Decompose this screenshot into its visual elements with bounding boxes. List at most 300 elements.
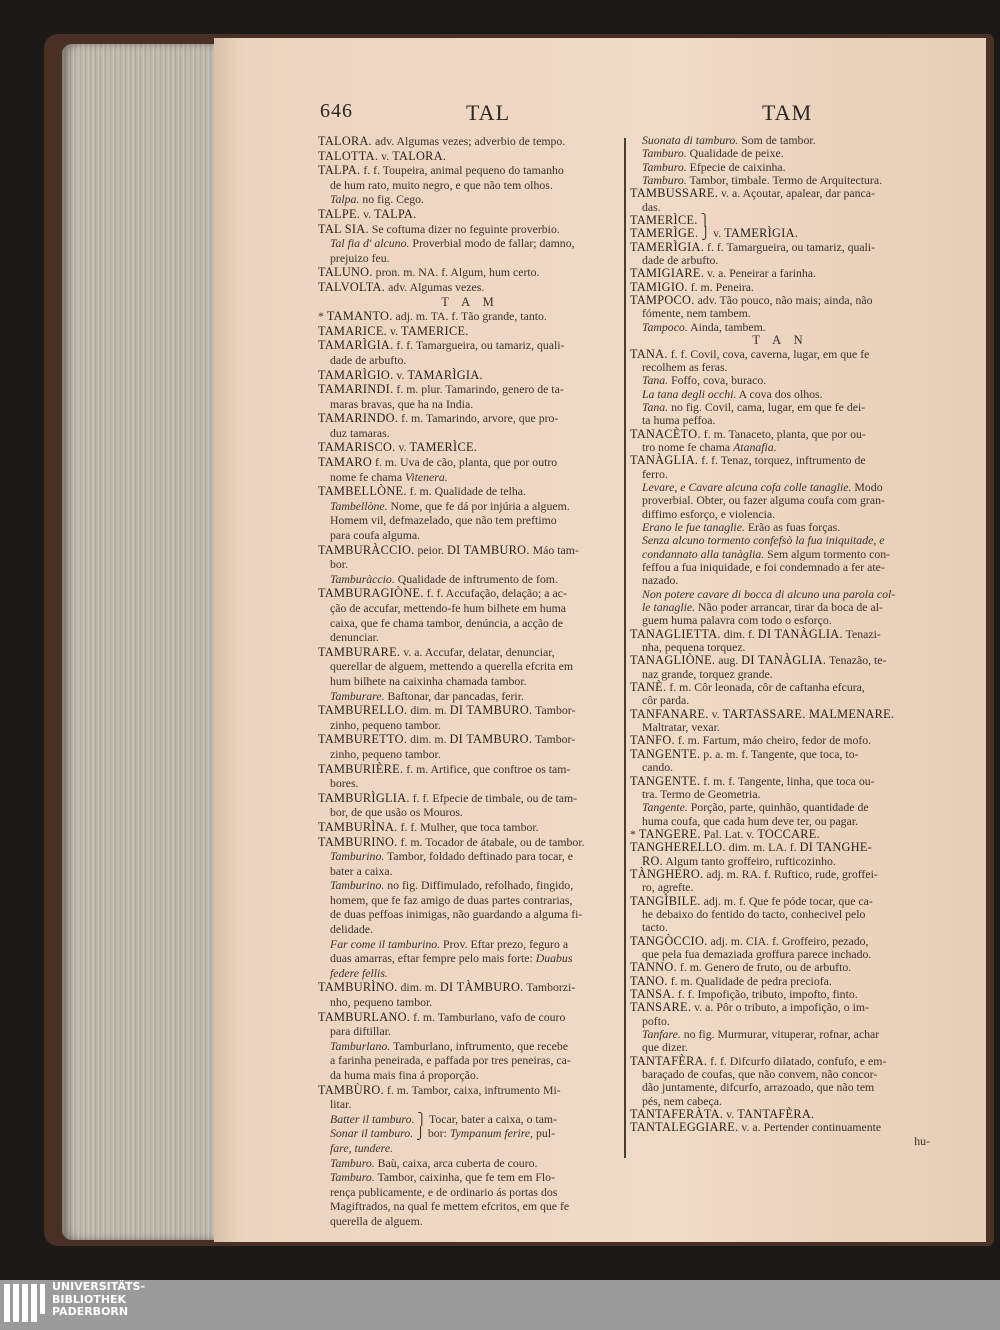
italic-phrase: Tamburo. — [642, 173, 687, 188]
dictionary-text-line — [630, 548, 930, 561]
definition-text: v. — [393, 367, 408, 382]
headword: TALUNO. — [318, 265, 373, 280]
definition-text: aug. — [715, 653, 742, 668]
section-heading — [318, 295, 622, 310]
definition-text: Algum tanto groffeiro, rufticozinho. — [663, 853, 836, 868]
dictionary-entry-line — [630, 841, 930, 854]
headword: TALPA. — [374, 206, 417, 221]
dictionary-text-line — [318, 1039, 622, 1054]
definition-text: ⎫ — [697, 213, 710, 228]
dictionary-entry-line — [318, 586, 622, 601]
definition-text: nome fe chama — [330, 469, 406, 484]
definition-text: v. — [360, 206, 375, 221]
dictionary-text-line — [630, 788, 930, 801]
definition-text: f. f. Mulher, que toca tambor. — [397, 819, 539, 834]
dictionary-entry-line — [630, 708, 930, 721]
dictionary-text-line — [318, 601, 622, 616]
headword: TANGENTE. — [630, 746, 701, 761]
definition-text: nho, pequeno tambor. — [330, 995, 433, 1010]
headword: DI TAMBURO. — [447, 542, 530, 557]
dictionary-text-line — [630, 801, 930, 814]
headword: TALPE. — [318, 206, 361, 221]
headword: TAMERÌGIA. — [724, 226, 799, 241]
dictionary-entry-line — [630, 748, 930, 761]
definition-text: f. f. Efpecie de timbale, ou de tam- — [409, 790, 578, 805]
definition-text: dim. m. — [407, 732, 450, 747]
dictionary-text-line — [630, 1081, 930, 1094]
dictionary-entry-line — [318, 382, 622, 397]
definition-text: Tambor, caixinha, que fe tem em Flo- — [374, 1170, 556, 1185]
dictionary-text-line — [630, 361, 930, 374]
headword: TAMARÌGIA. — [407, 367, 483, 382]
page-number: 646 — [320, 100, 353, 122]
definition-text: prejuizo feu. — [330, 250, 390, 265]
definition-text: Baù, caixa, arca cuberta de couro. — [374, 1155, 538, 1170]
dictionary-text-line — [318, 893, 622, 908]
dictionary-text-line — [318, 1214, 622, 1229]
dictionary-entry-line — [318, 791, 622, 806]
page-edges — [62, 44, 218, 1240]
definition-text: Efpecie de caixinha. — [686, 159, 786, 174]
dictionary-text-line — [318, 528, 622, 543]
dictionary-text-line — [630, 1041, 930, 1054]
headword: TANAGLIETTA. — [630, 626, 721, 641]
headword: TANSA. — [630, 987, 675, 1001]
headword: DI TÀMBURO. — [439, 980, 524, 995]
dictionary-text-line — [318, 616, 622, 631]
italic-phrase: Batter il tamburo. — [330, 1111, 415, 1126]
logo-line: PADERBORN — [52, 1305, 129, 1318]
library-logo-icon — [4, 1284, 44, 1324]
headword: TAMBURIÈRE. — [318, 761, 404, 776]
dictionary-entry-line — [630, 348, 930, 361]
dictionary-entry-line — [630, 988, 930, 1001]
dictionary-text-line — [318, 937, 622, 952]
definition-text: f. f. Accufação, delação; a ac- — [423, 586, 567, 601]
definition-text: nazado. — [642, 573, 679, 588]
headword: TANÈ. — [630, 680, 667, 695]
headword: TANACÈTO. — [630, 426, 701, 441]
definition-text: f. f. Tamargueira, ou tamariz, quali- — [704, 239, 876, 254]
italic-phrase: Tamburino. — [330, 849, 385, 864]
dictionary-entry-line — [630, 628, 930, 641]
dictionary-text-line — [318, 499, 622, 514]
dictionary-text-line — [318, 251, 622, 266]
headword: TAMBELLÒNE. — [318, 484, 407, 499]
headword: TALORA. — [318, 134, 373, 148]
dictionary-text-line — [630, 921, 930, 934]
headword: TANTAFÈRA. — [737, 1107, 815, 1122]
headword: TANNO. — [630, 960, 677, 975]
italic-phrase: Tangente. — [642, 800, 688, 815]
dictionary-text-line — [318, 878, 622, 893]
dictionary-text-line — [318, 907, 622, 922]
dictionary-entry-line — [630, 654, 930, 667]
dictionary-entry-line — [630, 267, 930, 280]
definition-text: Sem algum tormento con- — [764, 546, 891, 561]
headword: DI TAMBURO. — [449, 703, 533, 718]
definition-text: adj. m. f. Que fe póde tocar, que ca- — [700, 893, 873, 908]
definition-text: Baftonar, dar pancadas, ferir. — [384, 688, 524, 703]
definition-text: Magiftrados, na qual fe mettem efcritos, em que fe — [330, 1199, 570, 1214]
column-divider — [624, 138, 626, 1158]
definition-text: ta huma peffoa. — [642, 413, 716, 428]
definition-text: v. — [395, 440, 410, 455]
dictionary-entry-line — [318, 543, 622, 558]
definition-text: nha, pequena torquez. — [642, 640, 746, 655]
dictionary-text-line — [318, 659, 622, 674]
headword: TOCCARE. — [757, 826, 820, 841]
definition-text: T A M — [441, 294, 499, 309]
definition-text: para diftillar. — [330, 1024, 391, 1039]
definition-text: hum bilhete na caixinha chamada tambor. — [330, 673, 527, 688]
definition-text: dim. m. — [397, 980, 440, 995]
italic-phrase: La tana degli occhi. — [642, 386, 737, 401]
dictionary-text-line — [318, 1068, 622, 1083]
headword: TALVOLTA. — [318, 279, 386, 294]
headword: TÀNGHERO. — [630, 866, 704, 881]
dictionary-text-line — [630, 668, 930, 681]
definition-text: Tambor, foldado deftinado para tocar, e — [384, 849, 573, 864]
definition-text: f. m. plur. Tamarindo, genero de ta- — [393, 382, 564, 397]
dictionary-entry-line — [630, 227, 930, 240]
headword: TAMIGIO. — [630, 279, 688, 294]
definition-text: f. f. Tamargueira, ou tamariz, quali- — [393, 338, 565, 353]
definition-text: guem huma palavra com todo o esforço. — [642, 613, 832, 628]
headword: TARTASSARE. MALMENARE. — [722, 706, 895, 721]
dictionary-text-line — [630, 574, 930, 587]
dictionary-entry-line — [630, 1055, 930, 1068]
italic-phrase: Tana. — [642, 373, 669, 388]
definition-text: adj. m. CIA. f. Groffeiro, pezado, — [707, 933, 869, 948]
dictionary-text-line — [630, 254, 930, 267]
italic-phrase: Suonata di tamburo. — [642, 133, 739, 147]
definition-text: Tenazi- — [842, 626, 881, 641]
italic-phrase: Levare, e Cavare alcuna cofa colle tanaglie. — [642, 479, 852, 494]
italic-phrase: Tamburàccio. — [330, 571, 395, 586]
italic-phrase: Erano le fue tanaglie. — [642, 519, 745, 534]
dictionary-text-line — [630, 614, 930, 627]
dictionary-entry-line — [318, 835, 622, 850]
definition-text: A cova dos olhos. — [736, 386, 823, 401]
definition-text: de duas peffoas inimigas, não guardando a alguma fi- — [330, 907, 583, 922]
definition-text: Maltratar, vexar. — [642, 720, 720, 735]
dictionary-text-line — [318, 557, 622, 572]
definition-text: * — [630, 826, 639, 841]
headword: DI TANÀGLIA. — [757, 626, 843, 641]
italic-phrase: Tampoco. — [642, 319, 688, 334]
italic-phrase: Vitenera. — [405, 469, 448, 484]
italic-phrase: Senza alcuno tormento confefsò la fua iniquitade, e — [642, 533, 885, 548]
headword: DI TANÀGLIA. — [741, 653, 827, 668]
definition-text: diffimo esforço, e violencia. — [642, 506, 776, 521]
definition-text: f. f. Difcurfo dilatado, confufo, e em- — [707, 1053, 887, 1068]
italic-phrase: le tanaglie. — [642, 600, 696, 615]
dictionary-text-line — [630, 388, 930, 401]
definition-text: f. m. Genero de fruto, ou de arbufto. — [676, 960, 852, 975]
dictionary-entry-line — [318, 703, 622, 718]
dictionary-text-line — [318, 513, 622, 528]
definition-text: das. — [642, 199, 661, 214]
italic-phrase: Tamburo. — [642, 159, 687, 174]
definition-text: bores. — [330, 776, 359, 791]
headword: TANGÒCCIO. — [630, 933, 708, 948]
definition-text: hu- — [914, 1133, 930, 1148]
dictionary-entry-line — [630, 828, 930, 841]
headword: TAMBURÌNO. — [318, 980, 398, 995]
definition-text: de hum rato, muito negro, e que não tem olhos. — [330, 177, 553, 192]
headword: TAL SIA. — [318, 221, 369, 236]
definition-text: bor. — [330, 557, 349, 572]
dictionary-text-line — [630, 948, 930, 961]
library-logo-text — [52, 1281, 145, 1319]
headword: TANFO. — [630, 733, 675, 748]
definition-text: Foffo, cova, buraco. — [668, 373, 767, 388]
definition-text: v. — [387, 323, 401, 338]
definition-text: Prov. Eftar prezo, feguro a — [440, 936, 569, 951]
definition-text: v. — [723, 1107, 738, 1122]
headword: TAMBURÌNA. — [318, 819, 398, 834]
dictionary-text-line — [630, 815, 930, 828]
definition-text: duas amarras, eftar fempre pelo mais forte: — [330, 951, 536, 966]
dictionary-text-line — [630, 1068, 930, 1081]
definition-text: Qualidade de peixe. — [686, 146, 784, 161]
dictionary-text-line — [318, 674, 622, 689]
definition-text: para coufa alguma. — [330, 528, 421, 543]
dictionary-entry-line — [630, 868, 930, 881]
headword: TAMBURARE. — [318, 644, 401, 659]
dictionary-text-line — [630, 1095, 930, 1108]
headword: TAMERÌGIA. — [630, 239, 705, 254]
headword: TALPA. — [318, 163, 361, 178]
dictionary-entry-line — [318, 149, 622, 164]
definition-text: a farinha peneirada, e paffada por tres peneiras, ca- — [330, 1053, 571, 1068]
dictionary-text-line — [630, 174, 930, 187]
dictionary-entry-line — [318, 368, 622, 383]
definition-text: pron. m. NA. f. Algum, hum certo. — [372, 265, 540, 280]
definition-text: f. f. Tenaz, torquez, inftrumento de — [698, 453, 866, 468]
definition-text: v. a. Peneirar a farinha. — [704, 266, 816, 281]
dictionary-text-line — [630, 321, 930, 334]
dictionary-entry-line — [318, 455, 622, 470]
definition-text: cando. — [642, 760, 674, 775]
dictionary-text-line — [318, 426, 622, 441]
dictionary-text-line — [318, 1199, 622, 1214]
logo-line: UNIVERSITÄTS- — [52, 1280, 146, 1293]
dictionary-entry-line — [630, 935, 930, 948]
right-running-head: TAM — [762, 100, 813, 125]
definition-text: bor, de que usão os Mouros. — [330, 805, 463, 820]
italic-phrase: Tambellòne. — [330, 498, 388, 513]
dictionary-text-line — [630, 561, 930, 574]
definition-text: T A N — [752, 333, 808, 348]
definition-text: f. m. Fartum, máo cheiro, fedor de mofo. — [674, 733, 872, 748]
dictionary-text-line — [630, 521, 930, 534]
dictionary-entry-line — [318, 440, 622, 455]
definition-text: Tenazão, te- — [826, 653, 887, 668]
definition-text: huma coufa, que cada hum deve ter, ou pagar. — [642, 813, 859, 828]
definition-text: ferro. — [642, 466, 668, 481]
definition-text: dim. m. LA. f. — [725, 840, 800, 855]
definition-text: adj. m. RA. f. Ruftico, rude, groffei- — [703, 866, 878, 881]
headword: TAMANTO. — [326, 309, 393, 324]
definition-text: ção de accufar, mettendo-fe hum bilhete em huma — [330, 601, 567, 615]
definition-text: f. m. Côr leonada, côr de caftanha efcura, — [666, 680, 865, 695]
definition-text: adv. Tão pouco, não mais; ainda, não — [694, 293, 873, 308]
definition-text: proverbial. Obter, ou fazer alguma coufa com gran- — [642, 493, 885, 508]
dictionary-entry-line — [318, 411, 622, 426]
definition-text: feffou a fua iniquidade, e foi condemnado a fer ate- — [642, 560, 885, 574]
definition-text: fómente, nem tambem. — [642, 306, 751, 321]
dictionary-entry-line — [630, 454, 930, 467]
headword: TANTALEGGIARE. — [630, 1120, 739, 1135]
dictionary-text-line — [630, 601, 930, 614]
dictionary-entry-line — [630, 1001, 930, 1014]
italic-phrase: Tamburo. — [642, 146, 687, 161]
dictionary-entry-line — [318, 163, 622, 178]
dictionary-entry-line — [318, 1010, 622, 1025]
definition-text: no fig. Covil, cama, lugar, em que fe dei- — [668, 399, 866, 414]
dictionary-text-line — [318, 1024, 622, 1039]
dictionary-text-line — [318, 1170, 622, 1185]
headword: TAMBURLANO. — [318, 1009, 411, 1024]
dictionary-text-line — [630, 855, 930, 868]
italic-phrase: Non potere cavare di bocca di alcuno una parola col- — [642, 586, 896, 601]
definition-text: Som de tambor. — [738, 133, 816, 147]
definition-text: * — [318, 309, 327, 324]
definition-text: no fig. Diffimulado, refolhado, fingido, — [384, 878, 574, 893]
definition-text: bater a caixa. — [330, 863, 393, 878]
definition-text: adv. Algumas vezes; adverbio de tempo. — [372, 134, 566, 148]
definition-text: maras bravas, que ha na India. — [330, 396, 474, 411]
italic-phrase: Tamburo. — [330, 1170, 375, 1185]
headword: TANÀGLIA. — [630, 453, 699, 468]
headword: TAMERÌCE. — [409, 440, 478, 455]
headword: RO. — [642, 853, 664, 868]
headword: TAMBURETTO. — [318, 732, 408, 747]
headword: TAMBURÌGLIA. — [318, 790, 410, 805]
definition-text: v. a. Accufar, delatar, denunciar, — [400, 644, 555, 659]
definition-text: denunciar. — [330, 630, 379, 645]
headword: TAMBURAGIÒNE. — [318, 586, 424, 601]
dictionary-text-line — [630, 147, 930, 160]
definition-text: ⎭ bor: — [413, 1126, 450, 1141]
dictionary-text-line — [318, 747, 622, 762]
dictionary-text-line — [630, 161, 930, 174]
headword: TAMBURÀCCIO. — [318, 542, 415, 557]
definition-text: Tamborzi- — [523, 980, 576, 995]
definition-text: recolhem as feras. — [642, 359, 728, 374]
headword: TANGERE. — [638, 826, 701, 841]
dictionary-text-line — [630, 468, 930, 481]
dictionary-entry-line — [630, 975, 930, 988]
headword: TAMARINDO. — [318, 411, 399, 426]
headword: TANAGLIÒNE. — [630, 653, 716, 668]
definition-text: zinho, pequeno tambor. — [330, 717, 441, 732]
definition-text: dão juntamente, difcurfo, arrazoado, que não tem — [642, 1080, 875, 1095]
definition-text: duz tamaras. — [330, 425, 390, 440]
dictionary-entry-line — [318, 820, 622, 835]
dictionary-text-line — [630, 908, 930, 921]
dictionary-text-line — [630, 534, 930, 547]
headword: TANO. — [630, 973, 668, 988]
definition-text: da huma mais fina á proporção. — [330, 1068, 479, 1082]
definition-text: no fig. Murmurar, vituperar, rofnar, achar — [680, 1027, 880, 1042]
headword: TANSARE. — [630, 1000, 692, 1015]
dictionary-entry-line — [318, 980, 622, 995]
definition-text: Proverbial modo de fallar; damno, — [409, 236, 575, 251]
definition-text: pés, nem cabeça. — [642, 1093, 722, 1108]
headword: DI TAMBURO. — [449, 732, 533, 747]
definition-text: dade de arbufto. — [642, 253, 719, 268]
dictionary-text-line — [318, 236, 622, 251]
dictionary-text-line — [318, 1112, 622, 1127]
definition-text: que pela fua demaziada groffura parece inchado. — [642, 946, 872, 961]
dictionary-entry-line — [630, 241, 930, 254]
headword: TAMARÌGIO. — [318, 367, 394, 382]
headword: TALOTTA. — [318, 148, 379, 163]
definition-text: baraçado de coufas, que não convem, não concor- — [642, 1067, 878, 1082]
dictionary-entry-line — [318, 732, 622, 747]
left-column — [318, 134, 622, 1229]
dictionary-text-line — [630, 1015, 930, 1028]
italic-phrase: fare, tundere. — [330, 1140, 394, 1155]
definition-text: Nome, que fe dá por injúria a alguem. — [387, 498, 570, 513]
headword: TANFANARE. — [630, 706, 709, 721]
definition-text: Tambor, timbale. Termo de Arquitectura. — [686, 173, 883, 188]
italic-phrase: Tana. — [642, 399, 669, 414]
dictionary-entry-line — [318, 265, 622, 280]
dictionary-text-line — [630, 641, 930, 654]
definition-text: naz grande, torquez grande. — [642, 666, 773, 681]
dictionary-text-line — [630, 201, 930, 214]
dictionary-text-line — [630, 1135, 930, 1148]
dictionary-entry-line — [318, 280, 622, 295]
definition-text: v. a. Pertender continuamente — [738, 1120, 882, 1135]
headword: TAMERÌGE. — [630, 226, 699, 241]
dictionary-text-line — [318, 805, 622, 820]
definition-text: f. m. Tamburlano, vafo de couro — [410, 1009, 566, 1024]
definition-text: Porção, parte, quinhão, quantidade de — [687, 800, 869, 815]
dictionary-text-line — [630, 508, 930, 521]
dictionary-text-line — [318, 951, 622, 966]
italic-phrase: federe fellis. — [330, 965, 388, 980]
definition-text: Não poder arrancar, tirar da boca de al- — [695, 600, 883, 615]
italic-phrase: Duabus — [535, 951, 573, 966]
definition-text: Se coftuma dizer no feguinte proverbio. — [368, 221, 560, 236]
dictionary-text-line — [318, 995, 622, 1010]
dictionary-entry-line — [318, 484, 622, 499]
definition-text: Homem vil, defmazelado, que não tem preftimo — [330, 513, 557, 528]
dictionary-entry-line — [630, 961, 930, 974]
dictionary-text-line — [630, 588, 930, 601]
definition-text: f. m. Tamarindo, arvore, que pro- — [398, 411, 559, 426]
dictionary-text-line — [630, 494, 930, 507]
dictionary-text-line — [630, 441, 930, 454]
dictionary-entry-line — [630, 281, 930, 294]
headword: TALORA. — [392, 148, 447, 163]
definition-text: Erão as fuas forças. — [744, 519, 841, 534]
definition-text: adv. Algumas vezes. — [385, 279, 485, 294]
definition-text: , pul- — [530, 1126, 556, 1141]
definition-text: ro, agrefte. — [642, 880, 694, 895]
definition-text: f. m. Tocador de átabale, ou de tambor. — [397, 834, 585, 849]
definition-text: f. m. Artifice, que conftroe os tam- — [403, 761, 571, 776]
definition-text: dim. m. — [407, 703, 450, 718]
dictionary-entry-line — [630, 294, 930, 307]
dictionary-entry-line — [630, 1121, 930, 1134]
headword: TANTAFÈRA. — [630, 1053, 708, 1068]
